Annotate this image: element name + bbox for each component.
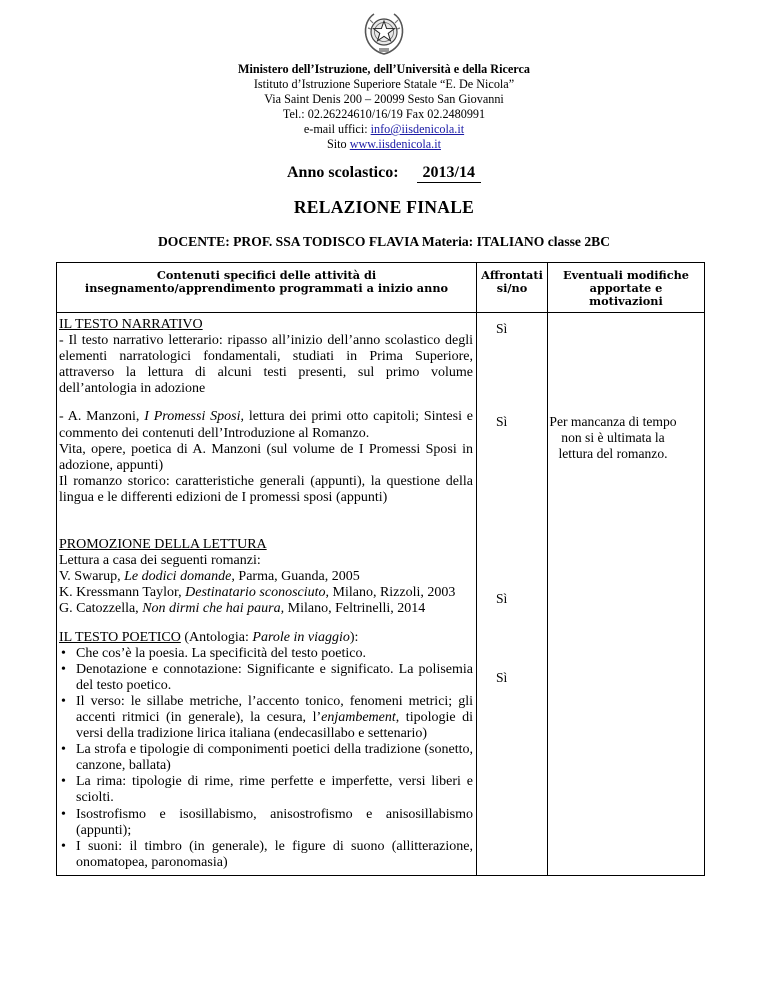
report-table <box>56 262 705 876</box>
site-label: Sito <box>327 137 350 151</box>
list-item: • La strofa e tipologie di componimenti poetici della tradizione (sonetto, canzone, ballata) <box>59 742 473 774</box>
site-line <box>0 137 768 152</box>
table-row <box>57 313 705 876</box>
covered-yes-4: Sì <box>496 670 508 685</box>
email-link[interactable]: info@iisdenicola.it <box>370 122 465 136</box>
section-title-narrative: IL TESTO NARRATIVO <box>59 317 203 332</box>
header-changes: Eventuali modifiche apportate e motivazioni <box>548 263 705 313</box>
changes-note: Per mancanza di tempo non si è ultimata la lettura del romanzo. <box>549 414 677 461</box>
section-title-poetry: IL TESTO POETICO (Antologia: Parole in viaggio): <box>59 629 359 645</box>
reading-intro: Lettura a casa dei seguenti romanzi: <box>59 553 261 569</box>
institute-name: Istituto d’Istruzione Superiore Statale “E. De Nicola” <box>253 77 515 91</box>
institute-phone: Tel.: 02.26224610/16/19 Fax 02.2480991 <box>282 107 486 121</box>
covered-cell <box>477 313 548 876</box>
covered-yes-2: Sì <box>496 414 508 429</box>
list-item: • La rima: tipologie di rime, rime perfette e imperfette, versi liberi e sciolti. <box>59 774 473 806</box>
list-item: • Denotazione e connotazione: Significante e significato. La polisemia del testo poetico. <box>59 662 473 694</box>
document-title: RELAZIONE FINALE <box>293 197 475 217</box>
site-link[interactable]: www.iisdenicola.it <box>349 137 441 151</box>
republic-emblem-icon <box>360 8 408 58</box>
institute-address: Via Saint Denis 200 – 20099 Sesto San Giovanni <box>264 92 504 106</box>
list-item: • I suoni: il timbro (in generale), le figure di suono (allitterazione, onomatopea, paronomasia) <box>59 839 473 871</box>
table-header-row <box>57 263 705 313</box>
school-year-label: Anno scolastico: <box>286 164 399 181</box>
book-1: V. Swarup, Le dodici domande, Parma, Guanda, 2005 <box>59 569 360 585</box>
school-year <box>0 164 768 183</box>
list-item: • Il verso: le sillabe metriche, l’accento tonico, fenomeni metrici; gli accenti ritmici (in generale), la cesura, l’enjambement, tipologie di versi della tradizione lirica italiana (endecasillabo e settenario) <box>59 694 473 742</box>
covered-yes-3: Sì <box>496 591 508 606</box>
book-2: K. Kressmann Taylor, Destinatario sconosciuto, Milano, Rizzoli, 2003 <box>59 585 456 601</box>
narrative-paragraph-1: - Il testo narrativo letterario: ripasso all’inizio dell’anno scolastico degli elementi narratologici fondamentali, studiati in Prima Superiore, attraverso la lettura di alcuni testi presenti, sul primo volume dell’antologia in adozione <box>59 333 473 397</box>
book-3: G. Catozzella, Non dirmi che hai paura, Milano, Feltrinelli, 2014 <box>59 601 426 617</box>
email-label: e-mail uffici: <box>303 122 371 136</box>
contents-cell <box>57 313 477 876</box>
changes-cell <box>548 313 705 876</box>
narrative-paragraph-2: - A. Manzoni, I Promessi Sposi, lettura dei primi otto capitoli; Sintesi e commento dei contenuti dell’Introduzione al Romanzo. <box>59 409 474 441</box>
header-covered: Affrontati si/no <box>477 263 548 313</box>
section-title-reading: PROMOZIONE DELLA LETTURA <box>59 537 267 553</box>
institution-header <box>0 62 768 152</box>
list-item: • Che cos’è la poesia. La specificità del testo poetico. <box>59 646 473 662</box>
covered-yes-1: Sì <box>496 321 508 336</box>
header-contents: Contenuti specifici delle attività di insegnamento/apprendimento programmati a inizio anno <box>57 263 477 313</box>
ministry-name: Ministero dell’Istruzione, dell’Università e della Ricerca <box>238 62 530 76</box>
email-line <box>0 122 768 137</box>
narrative-paragraph-4: Il romanzo storico: caratteristiche generali (appunti), la questione della lingua e le differenti edizioni de I promessi sposi (appunti) <box>59 473 473 505</box>
narrative-paragraph-3: Vita, opere, poetica di A. Manzoni (sul volume de I Promessi Sposi in adozione, appunti) <box>59 441 473 473</box>
list-item: • Isostrofismo e isosillabismo, anisostrofismo e anisosillabismo (appunti); <box>59 807 473 839</box>
teacher-subject-line: DOCENTE: PROF. SSA TODISCO FLAVIA Materia: ITALIANO classe 2BC <box>157 234 611 249</box>
poetry-topics-list <box>59 646 473 871</box>
school-year-value: 2013/14 <box>417 164 481 183</box>
